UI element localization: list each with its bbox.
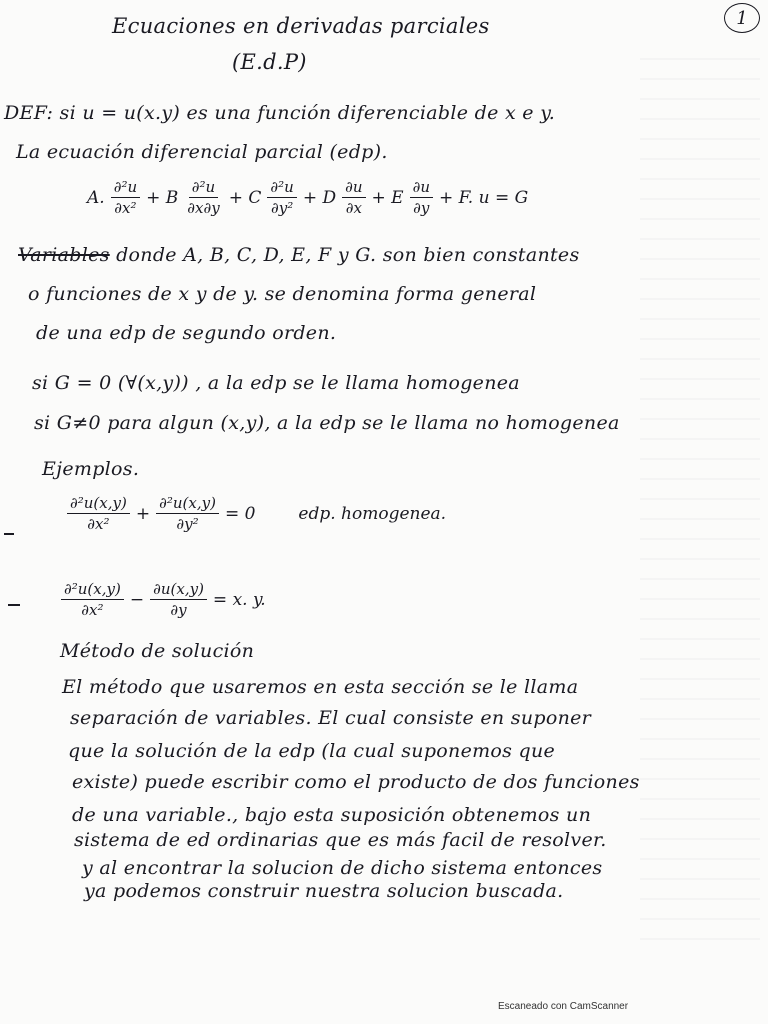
method-heading: Método de solución xyxy=(60,640,255,662)
term-uy-den: ∂y xyxy=(413,199,430,217)
term-uy xyxy=(410,178,433,217)
example-2-term-b-num: ∂u(x,y) xyxy=(150,580,207,600)
term-uxx-num: ∂²u xyxy=(111,178,140,198)
term-uxy-den: ∂x∂y xyxy=(187,199,220,217)
bleed-through-shading xyxy=(640,40,760,940)
term-uyy-num: ∂²u xyxy=(267,178,296,198)
coef-b: + B xyxy=(146,187,179,208)
method-line-8: ya podemos construir nuestra solucion buscada. xyxy=(84,880,564,902)
method-line-1: El método que usaremos en esta sección se le llama xyxy=(62,676,579,698)
definition-line-5: de una edp de segundo orden. xyxy=(36,322,337,344)
non-homogeneous-condition: si G≠0 para algun (x,y), a la edp se le llama no homogenea xyxy=(34,412,620,434)
example-1-term-a-num: ∂²u(x,y) xyxy=(67,494,130,514)
term-uxx xyxy=(111,178,140,217)
title-line-2: (E.d.P) xyxy=(232,50,307,74)
examples-heading: Ejemplos. xyxy=(42,458,140,480)
method-line-4: existe) puede escribir como el producto de dos funciones xyxy=(72,771,640,793)
example-2-term-b-den: ∂y xyxy=(170,601,187,619)
definition-line-3 xyxy=(18,244,580,266)
term-uyy-den: ∂y² xyxy=(270,199,294,217)
example-1-term-a-den: ∂x² xyxy=(87,515,110,533)
term-uyy xyxy=(267,178,296,217)
definition-line-2: La ecuación diferencial parcial (edp). xyxy=(16,141,388,163)
example-2-term-a xyxy=(61,580,124,619)
example-1-label: edp. homogenea. xyxy=(298,503,447,524)
method-line-3: que la solución de la edp (la cual suponemos que xyxy=(68,740,556,762)
term-uxy xyxy=(184,178,222,217)
example-1-term-b-num: ∂²u(x,y) xyxy=(156,494,219,514)
method-line-7: y al encontrar la solucion de dicho sistema entonces xyxy=(82,857,603,879)
example-2-equation xyxy=(58,580,269,619)
term-ux-den: ∂x xyxy=(345,199,362,217)
example-1-operator: + xyxy=(135,503,151,524)
definition-line-3-text: donde A, B, C, D, E, F y G. son bien constantes xyxy=(116,244,580,266)
term-uxy-num: ∂²u xyxy=(189,178,218,198)
title-line-1: Ecuaciones en derivadas parciales xyxy=(112,14,490,38)
definition-line-1: DEF: si u = u(x.y) es una función diferenciable de x e y. xyxy=(4,102,556,124)
term-uxx-den: ∂x² xyxy=(114,199,137,217)
example-1-equation xyxy=(64,494,449,533)
method-line-2: separación de variables. El cual consiste en suponer xyxy=(70,707,592,729)
example-1-rhs: = 0 xyxy=(224,503,256,524)
page-number: 1 xyxy=(736,7,748,29)
example-1-term-b xyxy=(156,494,219,533)
method-line-6: sistema de ed ordinarias que es más facil de resolver. xyxy=(74,829,607,851)
example-2-dash xyxy=(8,604,20,606)
general-pde-equation xyxy=(84,178,531,217)
coef-c: + C xyxy=(228,187,262,208)
coef-e: + E xyxy=(371,187,404,208)
coef-d: + D xyxy=(302,187,337,208)
scanner-watermark: Escaneado con CamScanner xyxy=(498,1001,629,1012)
term-ux-num: ∂u xyxy=(342,178,365,198)
example-2-rhs: = x. y. xyxy=(212,589,266,610)
example-1-term-b-den: ∂y² xyxy=(176,515,199,533)
definition-line-4: o funciones de x y de y. se denomina forma general xyxy=(28,283,537,305)
example-2-term-a-num: ∂²u(x,y) xyxy=(61,580,124,600)
struck-out-word: Variables xyxy=(18,244,110,266)
page-number-circle xyxy=(724,3,760,33)
example-1-term-a xyxy=(67,494,130,533)
coef-a: A. xyxy=(87,187,105,208)
term-uy-num: ∂u xyxy=(410,178,433,198)
example-2-operator: − xyxy=(129,589,145,610)
term-ux xyxy=(342,178,365,217)
example-2-term-a-den: ∂x² xyxy=(81,601,104,619)
equation-tail: + F. u = G xyxy=(439,187,529,208)
example-2-term-b xyxy=(150,580,207,619)
homogeneous-condition: si G = 0 (∀(x,y)) , a la edp se le llama homogenea xyxy=(32,372,520,394)
example-1-dash xyxy=(4,533,14,535)
method-line-5: de una variable., bajo esta suposición obtenemos un xyxy=(72,804,592,826)
